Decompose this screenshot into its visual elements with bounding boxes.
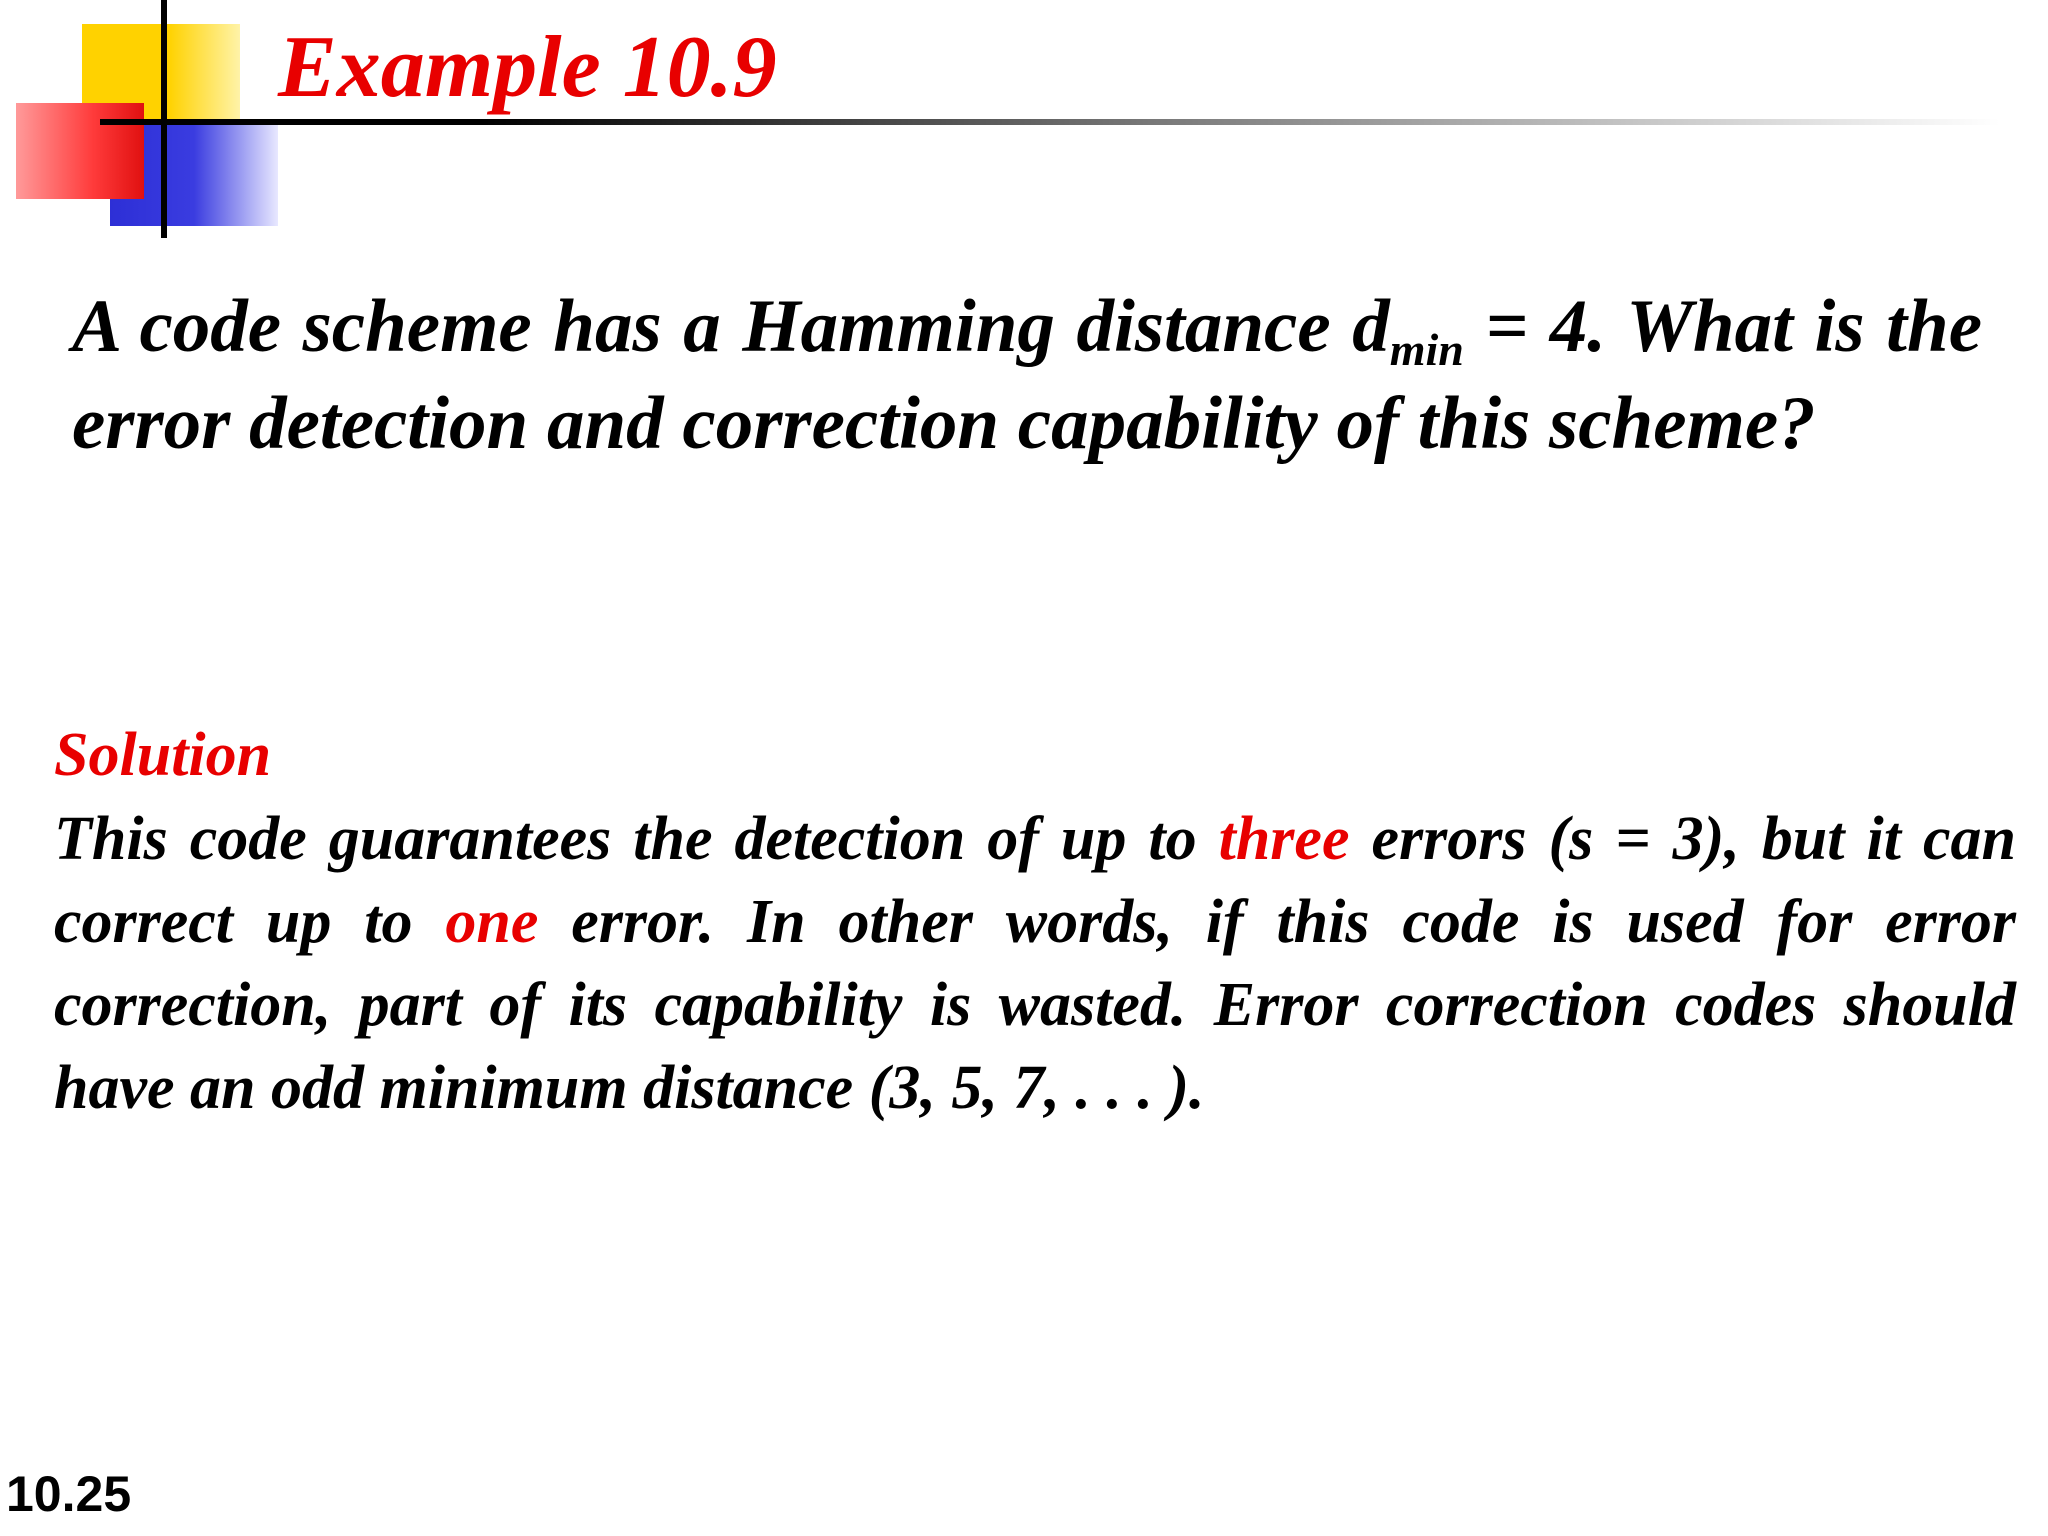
slide-title: Example 10.9 — [278, 19, 777, 116]
solution-highlight-three: three — [1218, 805, 1350, 873]
title-underline — [100, 119, 2000, 125]
solution-text — [54, 798, 2016, 1130]
question-text — [72, 278, 1982, 472]
solution-seg-3: error. In other words, if this code is used for error correction, part of its capability is wasted. Error correction codes should have an odd minimum distance (3, 5, 7, . . . ). — [54, 888, 2017, 1122]
decor-red-square — [16, 103, 144, 199]
solution-highlight-one: one — [445, 888, 539, 956]
question-subscript: min — [1389, 324, 1464, 375]
page-number: 10.25 — [6, 1466, 132, 1522]
solution-seg-2: errors (s = 3), but it can correct up to — [54, 805, 2016, 956]
solution-heading: Solution — [54, 721, 272, 789]
question-part-1: A code scheme has a Hamming distance d — [72, 285, 1390, 368]
solution-seg-1: This code guarantees the detection of up to — [54, 805, 1219, 873]
question-part-2: = 4. What is the error detection and correction capability of this scheme? — [72, 285, 1982, 465]
